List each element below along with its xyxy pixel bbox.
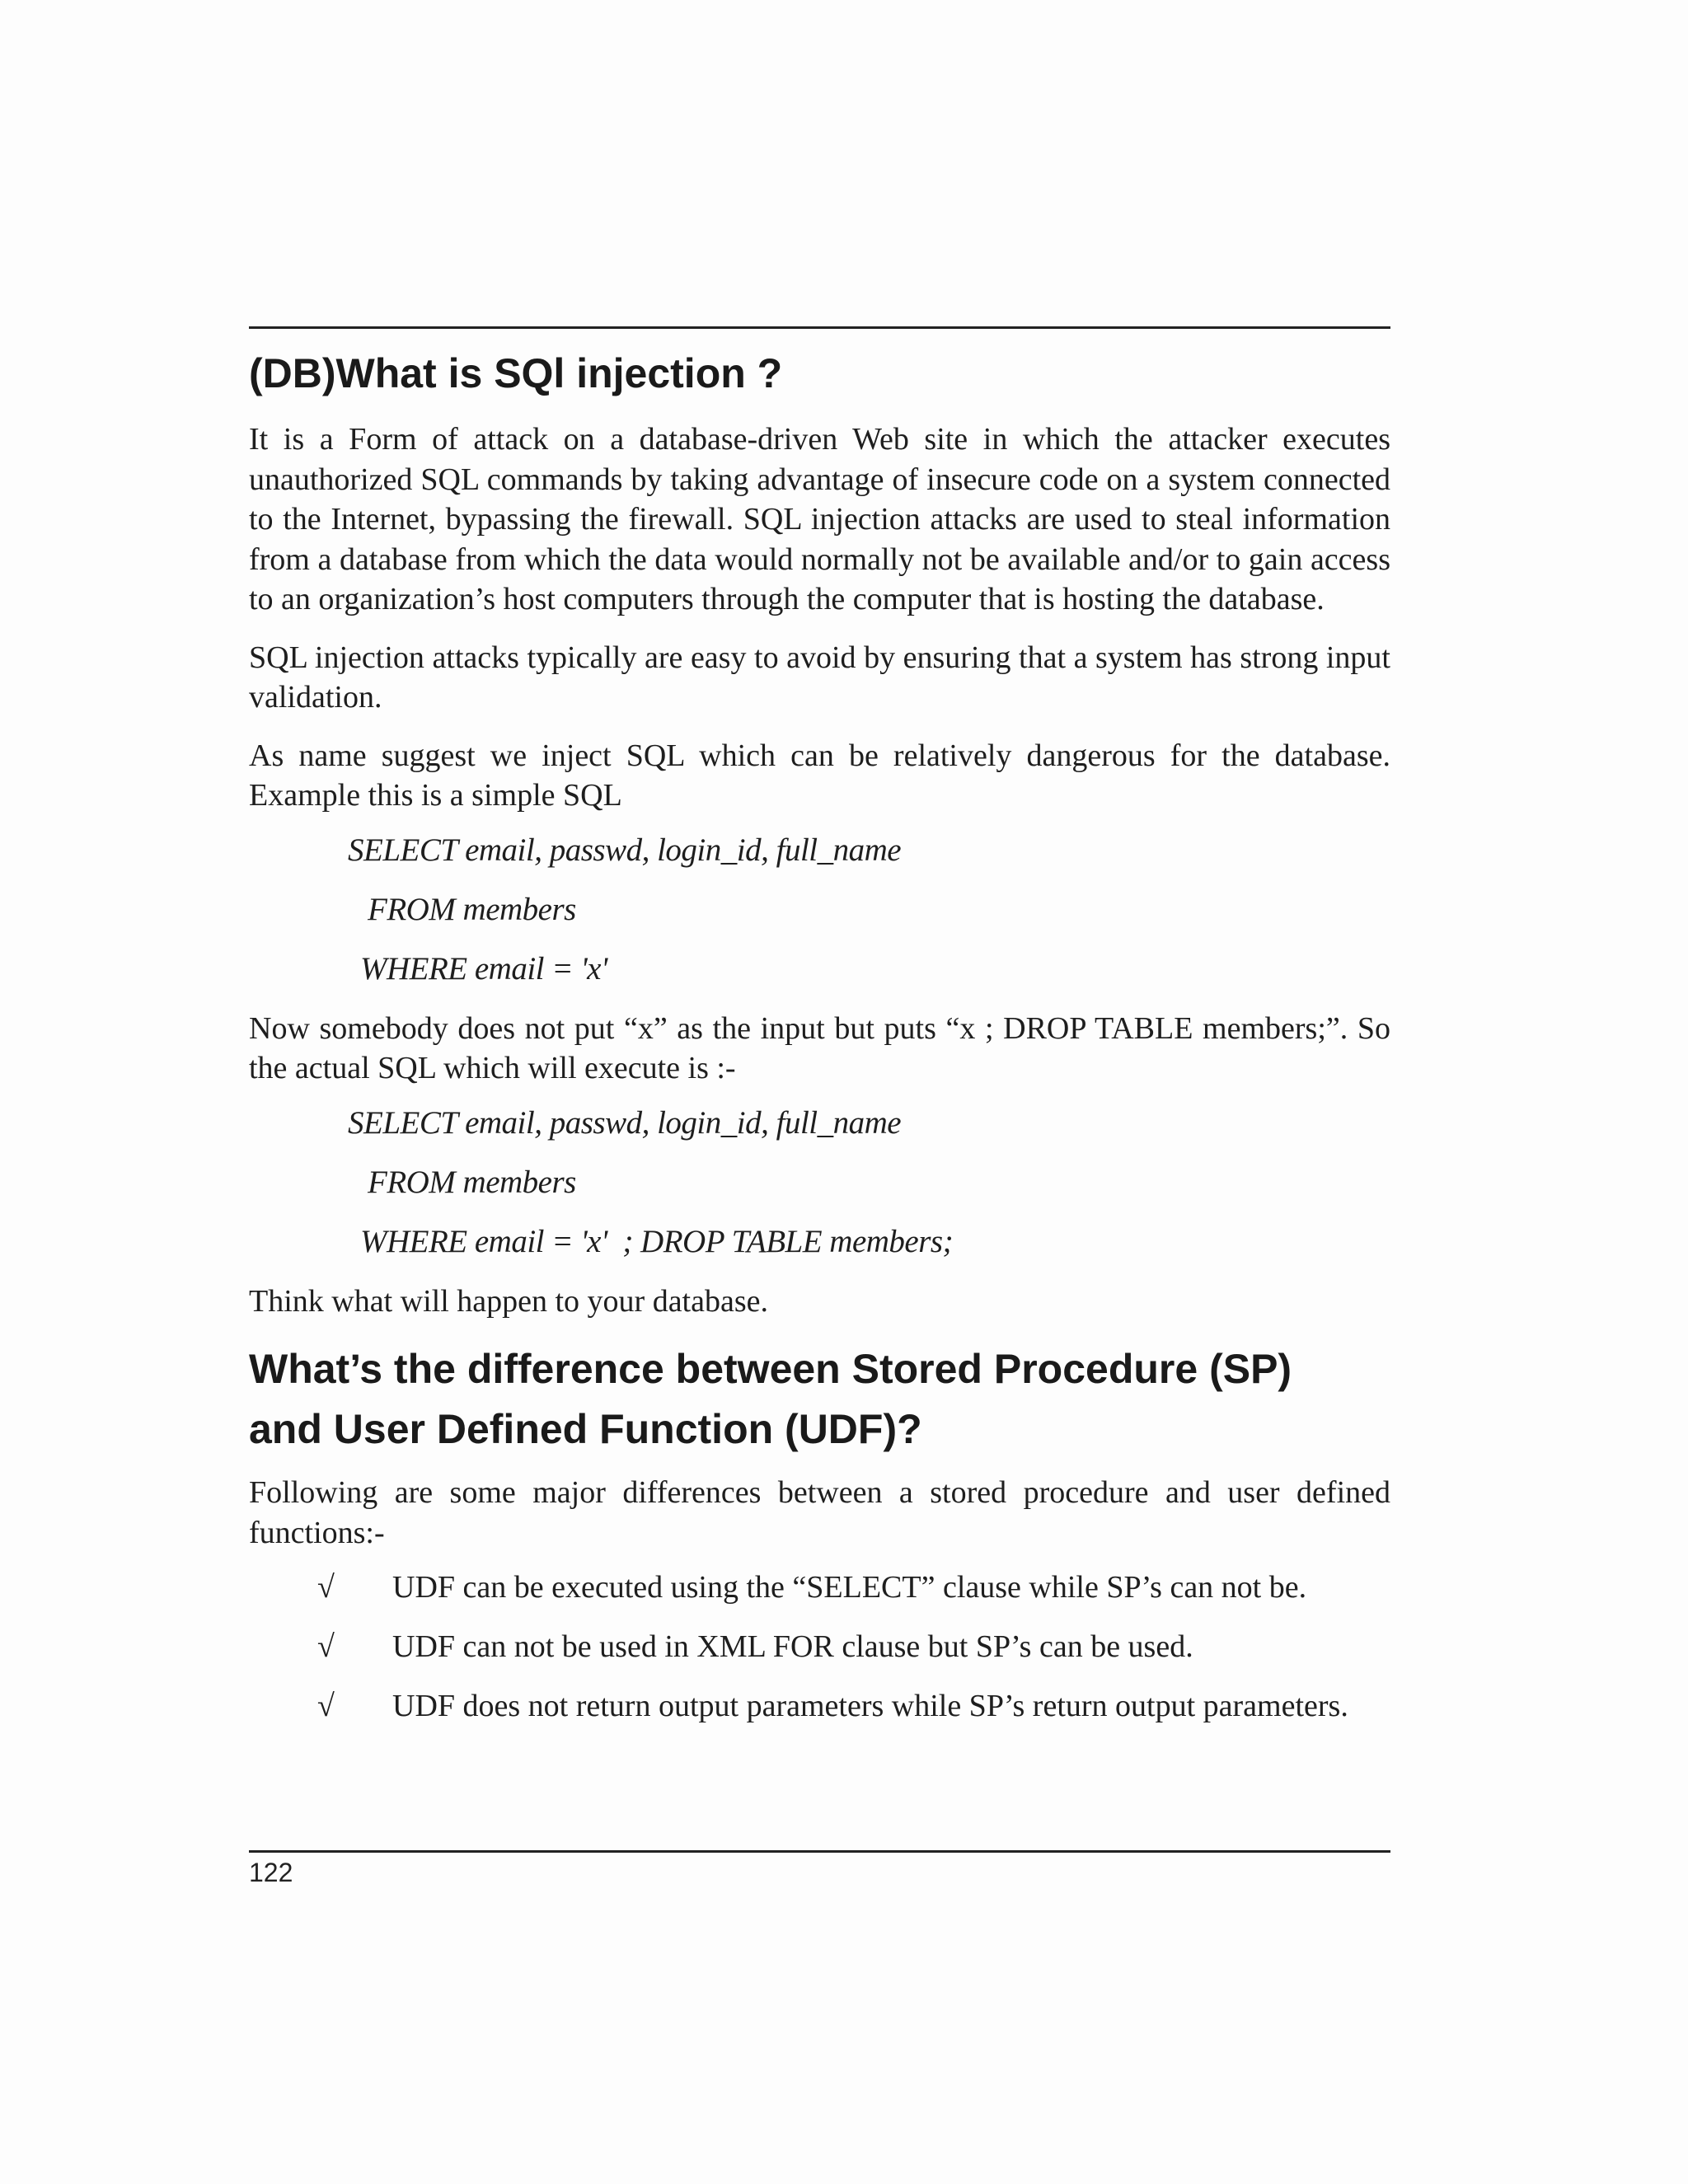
top-rule bbox=[249, 326, 1390, 329]
code-line-where-injected: WHERE email = 'x' ; DROP TABLE members; bbox=[360, 1223, 954, 1259]
paragraph-example-intro: As name suggest we inject SQL which can be relatively dangerous for the database. Example this is a simple SQL bbox=[249, 738, 1390, 813]
heading-line: What’s the difference between Stored Procedure (SP) bbox=[249, 1346, 1292, 1392]
paragraph-injected-input: Now somebody does not put “x” as the input but puts “x ; DROP TABLE members;”. So the actual SQL which will execute is :- bbox=[249, 1010, 1390, 1085]
section-heading-sql-injection: (DB)What is SQl injection ? bbox=[249, 350, 783, 396]
code-line-from: FROM members bbox=[368, 891, 576, 927]
heading-line: and User Defined Function (UDF)? bbox=[249, 1406, 922, 1452]
paragraph-conclusion: Think what will happen to your database. bbox=[249, 1283, 769, 1319]
list-item-text: UDF can not be used in XML FOR clause but SP’s can be used. bbox=[392, 1629, 1193, 1664]
list-item-text: UDF does not return output parameters while SP’s return output parameters. bbox=[392, 1689, 1348, 1723]
check-icon: √ bbox=[317, 1570, 335, 1605]
code-line-from: FROM members bbox=[368, 1164, 576, 1200]
section-heading-sp-vs-udf bbox=[249, 1339, 1390, 1460]
paragraph-differences-intro: Following are some major differences between a stored procedure and user defined functions:- bbox=[249, 1475, 1390, 1550]
check-icon: √ bbox=[317, 1629, 335, 1664]
code-line-select: SELECT email, passwd, login_id, full_name bbox=[348, 1104, 902, 1141]
paragraph-avoidance: SQL injection attacks typically are easy to avoid by ensuring that a system has strong input validation. bbox=[249, 640, 1390, 715]
list-item bbox=[249, 1568, 1390, 1607]
page-number: 122 bbox=[249, 1858, 293, 1887]
list-item bbox=[249, 1686, 1390, 1726]
code-line-select: SELECT email, passwd, login_id, full_name bbox=[348, 832, 902, 868]
list-item-text: UDF can be executed using the “SELECT” clause while SP’s can not be. bbox=[392, 1570, 1307, 1605]
check-icon: √ bbox=[317, 1689, 335, 1723]
page-content bbox=[249, 326, 1390, 1746]
paragraph-definition: It is a Form of attack on a database-driven Web site in which the attacker executes unauthorized SQL commands by taking advantage of insecure code on a system connected to the Internet, bypassing the firewall. SQL injection attacks are used to steal information from a database from which the data would normally not be available and/or to gain access to an organization’s host computers through the computer that is hosting the database. bbox=[249, 422, 1390, 616]
bottom-rule bbox=[249, 1850, 1390, 1853]
code-line-where: WHERE email = 'x' bbox=[360, 950, 607, 987]
list-item bbox=[249, 1627, 1390, 1666]
differences-list bbox=[249, 1568, 1390, 1726]
